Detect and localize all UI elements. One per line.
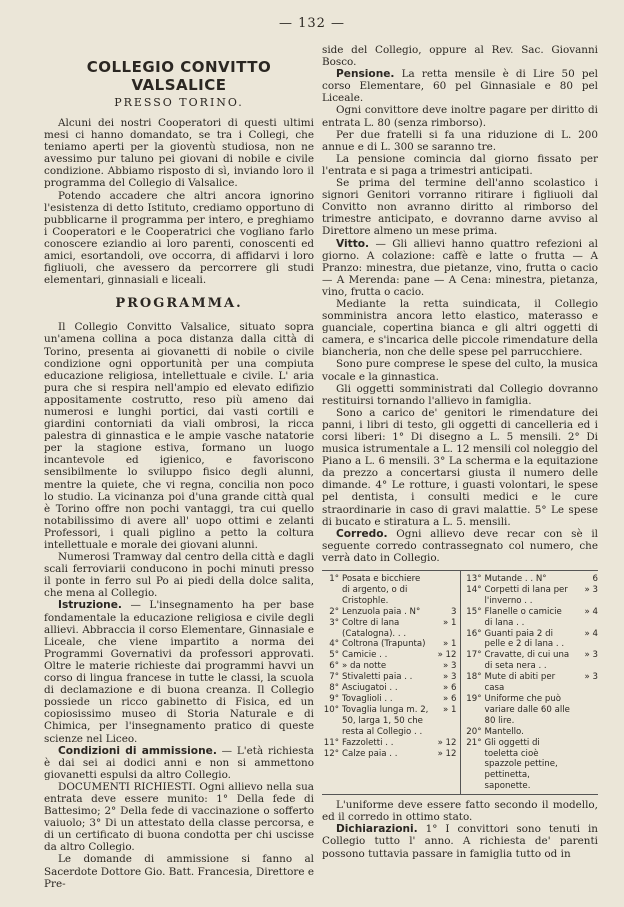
documenti-paragraph: DOCUMENTI RICHIESTI. Ogni allievo nella sua entrata deve essere munito: 1° Della fede di Battesimo; 2° Della fede di vaccinazione o sofferto vaiuolo; 3° Di un attestato della classe percorsa, e di un certificato di buona condotta per chi uscisse da altro Collegio. [44,780,314,854]
corredo-item-number: 3° [329,617,339,628]
corredo-item-quantity [572,738,598,793]
corredo-item-text: Cravatte, di cui una di seta nera . . [484,650,570,672]
right-column [322,44,598,860]
intro-paragraph-2: Potendo accadere che altri ancora ignorino l'esistenza di detto Istituto, crediamo opportuno di pubblicarne il programma per intero, e preghiamo i Cooperatori e le Cooperatrici che vogliano farlo conoscere eziandio ai loro parenti, conoscenti ed amici, esortandoli, ove occorra, di affidarvi i loro figliuoli, che avessero da percorrere gli studi elementari, ginnasiali e liceali. [44,189,314,287]
vitto-paragraph-3: Sono pure comprese le spese del culto, la musica vocale e la ginnastica. [322,358,598,383]
corredo-item [322,749,457,760]
corredo-item-quantity: » 4 [584,628,598,639]
corredo-item-quantity [572,694,598,727]
dichiarazioni-paragraph [322,823,598,859]
corredo-item-number: 16° [466,628,482,639]
pensione-paragraph-3: Per due fratelli si fa una riduzione di L. 200 annue e di L. 300 se saranno tre. [322,128,598,153]
corredo-item-text: Flanelle o camicie di lana . . [484,606,562,628]
pensione-paragraph-5: Se prima del termine dell'anno scolastico i signori Genitori vorranno ritirare i figliuoli dal Convitto non avranno diritto al rimborso del trimestre anticipato, e dovranno darne avviso al Direttore almeno un mese prima. [322,177,598,238]
corredo-item-number: 2° [329,606,339,617]
corredo-item-number: 17° [466,650,482,661]
programma-paragraph-2: Numerosi Tramway dal centro della città e dagli scali ferroviarii conducono in pochi minuti presso il ponte in ferro sul Po ai piedi della dolce salita, che mena al Collegio. [44,551,314,600]
corredo-item-number: 5° [329,650,339,661]
vitto-paragraph-4: Gli oggetti somministrati dal Collegio dovranno restituirsi tornando l'allievo in famiglia. [322,382,598,407]
vitto-paragraph-2: Mediante la retta suindicata, il Collegio somministra ancora letto elastico, materasso e guanciale, copertina bianca e gli altri oggetti di camera, e s'incarica delle piccole rimendature della biancheria, non che delle spese pel parrucchiere. [322,297,598,359]
corredo-item-quantity: » 3 [443,661,457,672]
corredo-item-text: Fazzoletti . . [342,737,394,748]
intro-paragraph-1: Alcuni dei nostri Cooperatori di questi ultimi mesi ci hanno domandato, se tra i Collegi, che teniamo aperti per la gioventù studiosa, non ne avessimo pur taluno pei giovani di nobile e civile condizione. Abbiamo risposto di sì, inviando loro il programma del Collegio di Valsalice. [44,117,314,190]
programma-paragraph-1: Il Collegio Convitto Valsalice, situato sopra un'amena collina a poca distanza dalla città di Torino, presenta ai giovanetti di nobile o civile condizione ogni opportunità per una compiuta educazione religiosa, intellettuale e civile. L' aria pura che si respira nell'ampio ed elevato edifizio appositamente costrutto, reso più ameno dai numerosi e lunghi portici, dai vasti cortili e giardini contorniati da viali ombrosi, la ricca palestra di ginnastica e le ampie vasche natatorie per la stagione estiva, formano un luogo incantevole ed igienico, e favoriscono sensibilmente lo sviluppo fisico degli alunni, mentre la quiete, che vi regna, concilia non poco lo studio. La vicinanza poi d'una grande città qual è Torino offre non pochi vantaggi, tra cui quello notabilissimo di avere all' uopo ottimi e zelanti Professori, i quali piglino a petto la coltura intellettuale e morale dei giovani alunni. [44,321,314,551]
corredo-item [465,650,599,672]
corredo-item-text: Posata e bicchiere di argento, o di Cristophle. [342,574,421,606]
corredo-item-text: » da notte [342,661,387,672]
corredo-item-number: 9° [329,694,339,704]
corredo-item-quantity: » 3 [584,650,598,661]
corredo-item-text: Calze paia . . [342,748,398,759]
vitto-text: — Gli allievi hanno quattro refezioni al giorno. A colazione: caffè e latte o frutta — A Pranzo: minestra, due pietanze, vino, frutta o cacio — A Merenda: pane — A Cena: minestra, pietanza, vino, frutta o cacio. [322,237,598,298]
corredo-item-quantity [431,574,457,607]
corredo-item [465,574,599,585]
corredo-item [465,694,599,727]
corredo-item-number: 19° [466,694,482,704]
uniforme-paragraph: L'uniforme deve essere fatto secondo il modello, ed il corredo in ottimo stato. [322,799,598,824]
corredo-item-number: 4° [329,639,339,650]
corredo-item-text: Mute di abiti per casa [484,672,556,694]
corredo-text: Ogni allievo deve recar con sè il seguente corredo contrassegnato col numero, che verrà dato in Collegio. [322,527,598,564]
corredo-item-quantity: » 12 [437,650,457,661]
corredo-item [465,629,599,651]
ammissione-paragraph [44,745,314,781]
corredo-item-text: Mantello. [484,726,524,737]
corredo-item-quantity [572,727,598,738]
vitto-heading: Vitto. [336,237,370,250]
left-column [44,44,314,890]
programma-heading: PROGRAMMA. [115,296,243,312]
corredo-item-text: Guanti paia 2 di pelle e 2 di lana . . [484,628,565,650]
corredo-table [322,570,598,795]
corredo-item-number: 20° [466,726,482,737]
pensione-paragraph [322,68,598,104]
corredo-item-quantity: » 1 [443,704,457,715]
corredo-heading: Corredo. [336,527,388,540]
vitto-paragraph [322,238,598,298]
ammissione-heading: Condizioni di ammissione. [58,744,217,757]
article-title: COLLEGIO CONVITTO VALSALICE [86,58,272,94]
corredo-item [322,574,457,607]
corredo-item-quantity: » 6 [443,694,457,704]
corredo-item-text: Coltre di lana (Catalogna). . . [342,617,407,639]
corredo-item [322,705,457,738]
corredo-item-quantity: 3 [451,606,457,617]
corredo-item-text: Tovaglioli . . [342,694,393,704]
corredo-item-quantity: » 1 [443,617,457,628]
corredo-item-quantity: » 6 [443,683,457,694]
corredo-item-number: 15° [466,606,482,617]
corredo-item [322,618,457,640]
istruzione-text: — L'insegnamento ha per base fondamentale la educazione religiosa e civile degli allievi. Abbraccia il corso Elementare, Ginnasiale e Liceale, che viene impartito a norma dei Programmi Governativi da professori approvati. Oltre le materie richieste dai programmi havvi un corso di lingua francese in tutte le classi, la scuola di declamazione e di buona creanza. Il Collegio possiede un ricco gabinetto di Fisica, ed un copiosissimo museo di Storia Naturale e di Chimica, per l'insegnamento pratico di queste scienze nel Liceo. [44,599,314,745]
corredo-item-text: Lenzuola paia . N° [342,606,421,617]
corredo-item-number: 6° [329,661,339,672]
corredo-item-text: Stivaletti paia . . [342,672,413,683]
corredo-item [322,672,457,683]
corredo-item [322,639,457,650]
article-subtitle: PRESSO TORINO. [114,96,244,109]
corredo-item [322,650,457,661]
corredo-item-number: 12° [323,748,339,759]
pensione-paragraph-2: Ogni convittore deve inoltre pagare per diritto di entrata L. 80 (senza rimborso). [322,104,598,129]
corredo-item-quantity: » 12 [437,737,457,748]
pensione-text: La retta mensile è di Lire 50 pel corso Elementare, 60 pel Ginnasiale e 80 pel Liceale. [322,68,598,105]
page-number: — 132 — [278,16,346,31]
corredo-item-number: 11° [323,737,339,748]
istruzione-heading: Istruzione. [58,599,122,612]
corredo-item-number: 8° [329,683,339,694]
corredo-item-number: 18° [466,672,482,683]
domande-paragraph: Le domande di ammissione si fanno al Sacerdote Dottore Gio. Batt. Francesia, Direttore e Pre- [44,853,314,890]
pensione-paragraph-4: La pensione comincia dal giorno fissato per l'entrata e si paga a trimestri anticipati. [322,152,598,177]
corredo-item-text: Mutande . . N° [484,574,547,585]
corredo-item [322,661,457,672]
vitto-paragraph-5: Sono a carico de' genitori le rimendature dei panni, i libri di testo, gli oggetti di cancelleria ed i corsi liberi: 1° Di disegno a L. 5 mensili. 2° Di musica istrumentale a L. 12 mensili col noleggio del Piano a L. 6 mensili. 3° La scherma e la equitazione da prezzo a concertarsi giusta il numero delle dimande. 4° Le rotture, i guasti volontari, le spese pel dentista, i consulti medici e le cure straordinarie in caso di gravi malattie. 5° Le spese di bucato e stiratura a L. 5. mensili. [322,406,598,528]
corredo-item-text: Camicie . . [342,650,388,661]
corredo-item [465,738,599,793]
corredo-item [465,607,599,629]
corredo-item-number: 21° [466,737,482,748]
corredo-item-quantity: » 3 [584,672,598,683]
corredo-item-quantity: » 3 [443,672,457,683]
corredo-item [322,694,457,705]
corredo-item-number: 7° [329,672,339,683]
continuation-paragraph: side del Collegio, oppure al Rev. Sac. Giovanni Bosco. [322,44,598,69]
corredo-item-text: Asciugatoi . . [342,683,398,694]
corredo-item-quantity: » 4 [584,606,598,617]
corredo-item [322,607,457,618]
corredo-item [465,585,599,607]
corredo-item [465,672,599,694]
pensione-heading: Pensione. [336,68,395,81]
istruzione-paragraph [44,599,314,744]
corredo-item-quantity: 6 [592,574,598,585]
corredo-item [322,683,457,694]
corredo-list-right [460,571,598,795]
corredo-item-number: 1° [329,574,339,585]
corredo-item-quantity: » 12 [437,748,457,759]
corredo-item-quantity: » 3 [584,584,598,595]
corredo-item-text: Uniforme che può variare dalle 60 alle 80 lire. [484,694,570,726]
corredo-list-left [322,571,460,795]
corredo-item-number: 13° [466,574,482,585]
dichiarazioni-text: 1° I convittori sono tenuti in Collegio tutto l' anno. A richiesta de' parenti possono tuttavia passare in famiglia tutto od in [322,823,598,860]
corredo-item-text: Gli oggetti di toeletta cioè spazzole pettine, pettinetta, saponette. [484,737,558,792]
corredo-item-quantity: » 1 [443,639,457,650]
dichiarazioni-heading: Dichiarazioni. [336,823,418,836]
corredo-item [465,727,599,738]
corredo-item-number: 14° [466,584,482,595]
corredo-item [322,738,457,749]
corredo-item-text: Corpetti di lana per l'inverno . . [484,584,568,606]
corredo-paragraph [322,528,598,564]
ammissione-text: — L'età richiesta è dai sei ai dodici anni e non si ammettono giovanetti espulsi da altro Collegio. [44,744,314,781]
corredo-item-text: Coltrona (Trapunta) [342,639,426,650]
corredo-item-text: Tovaglia lunga m. 2, 50, larga 1, 50 che resta al Collegio . . [342,704,429,737]
corredo-item-number: 10° [323,704,339,715]
